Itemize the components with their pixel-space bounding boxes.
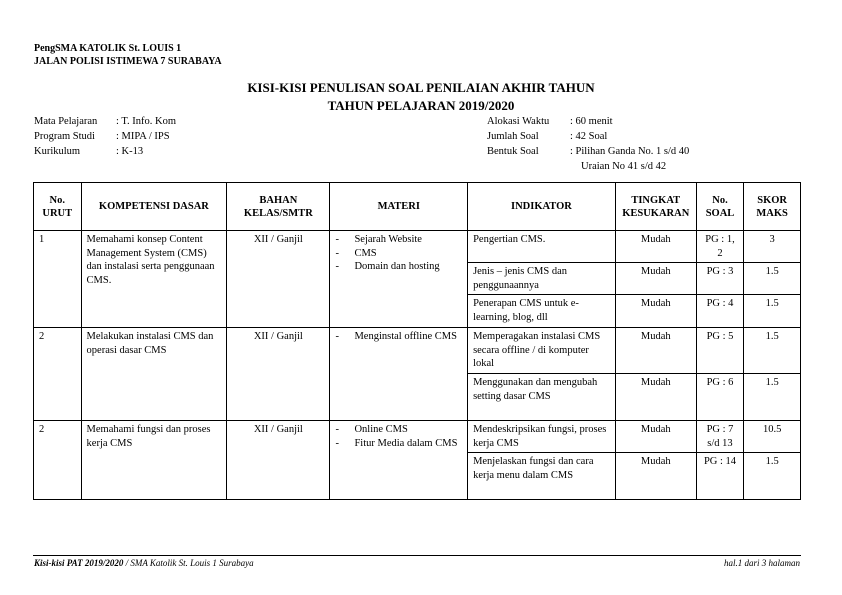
- footer-page-number: hal.1 dari 3 halaman: [723, 558, 800, 568]
- cell-indikator: Jenis – jenis CMS dan penggunaannya: [468, 263, 616, 295]
- cell-materi: [330, 328, 468, 421]
- cell-soal: PG : 3: [696, 263, 744, 295]
- cell-soal: PG : 7 s/d 13: [696, 421, 744, 453]
- col-header-tingkat: TINGKAT KESUKARAN: [615, 183, 696, 231]
- info-value: : T. Info. Kom: [116, 116, 176, 127]
- info-row: [487, 159, 689, 174]
- cell-indikator: Pengertian CMS.: [468, 231, 616, 263]
- cell-no: 1: [34, 231, 82, 328]
- info-label: Program Studi: [34, 131, 95, 142]
- materi-item: - Online CMS: [335, 423, 462, 437]
- info-row: [487, 129, 689, 144]
- cell-materi: [330, 421, 468, 500]
- cell-tingkat: Mudah: [615, 374, 696, 421]
- materi-list: [335, 423, 462, 450]
- cell-tingkat: Mudah: [615, 328, 696, 374]
- table-row: [34, 421, 801, 453]
- info-value: Uraian No 41 s/d 42: [581, 161, 667, 172]
- materi-item: - Sejarah Website: [335, 233, 462, 247]
- cell-tingkat: Mudah: [615, 295, 696, 328]
- materi-item: - Fitur Media dalam CMS: [335, 437, 462, 451]
- footer-doc-title: Kisi-kisi PAT 2019/2020: [34, 558, 124, 568]
- cell-no: 2: [34, 421, 82, 500]
- info-right: [487, 114, 689, 174]
- table-row: [34, 231, 801, 263]
- cell-kompetensi: Memahami fungsi dan proses kerja CMS: [81, 421, 227, 500]
- school-name: PengSMA KATOLIK St. LOUIS 1: [34, 43, 182, 54]
- info-label: Alokasi Waktu: [487, 116, 550, 127]
- footer-left: [34, 558, 254, 568]
- col-header-soal: No. SOAL: [696, 183, 744, 231]
- info-row: [34, 129, 176, 144]
- materi-item: - Domain dan hosting: [335, 260, 462, 274]
- materi-item: - CMS: [335, 247, 462, 261]
- cell-tingkat: Mudah: [615, 263, 696, 295]
- info-row: [34, 114, 176, 129]
- cell-skor: 1.5: [744, 453, 801, 500]
- cell-skor: 1.5: [744, 328, 801, 374]
- cell-indikator: Mendeskripsikan fungsi, proses kerja CMS: [468, 421, 616, 453]
- cell-tingkat: Mudah: [615, 421, 696, 453]
- cell-kompetensi: Melakukan instalasi CMS dan operasi dasar CMS: [81, 328, 227, 421]
- cell-tingkat: Mudah: [615, 231, 696, 263]
- cell-kompetensi: Memahami konsep Content Management System (CMS) dan instalasi serta penggunaan CMS.: [81, 231, 227, 328]
- info-left: [34, 114, 176, 159]
- info-label: Bentuk Soal: [487, 146, 539, 157]
- cell-soal: PG : 14: [696, 453, 744, 500]
- cell-soal: PG : 4: [696, 295, 744, 328]
- cell-soal: PG : 5: [696, 328, 744, 374]
- cell-bahan: XII / Ganjil: [227, 231, 330, 328]
- info-row: [34, 144, 176, 159]
- cell-bahan: XII / Ganjil: [227, 421, 330, 500]
- col-header-skor: SKOR MAKS: [744, 183, 801, 231]
- materi-list: [335, 330, 462, 344]
- col-header-materi: MATERI: [330, 183, 468, 231]
- school-address: JALAN POLISI ISTIMEWA 7 SURABAYA: [34, 56, 222, 67]
- cell-indikator: Memperagakan instalasi CMS secara offline / di komputer lokal: [468, 328, 616, 374]
- document-subtitle: TAHUN PELAJARAN 2019/2020: [327, 98, 515, 113]
- cell-skor: 3: [744, 231, 801, 263]
- table-header-row: [34, 183, 801, 231]
- cell-tingkat: Mudah: [615, 453, 696, 500]
- cell-soal: PG : 6: [696, 374, 744, 421]
- cell-skor: 1.5: [744, 374, 801, 421]
- materi-item: - Menginstal offline CMS: [335, 330, 462, 344]
- materi-list: [335, 233, 462, 274]
- cell-skor: 1.5: [744, 295, 801, 328]
- info-value: : 42 Soal: [570, 131, 608, 142]
- col-header-no: No. URUT: [34, 183, 82, 231]
- info-value: : MIPA / IPS: [116, 131, 170, 142]
- col-header-kompetensi: KOMPETENSI DASAR: [81, 183, 227, 231]
- col-header-bahan: BAHAN KELAS/SMTR: [227, 183, 330, 231]
- info-label: Jumlah Soal: [487, 131, 539, 142]
- info-label: Kurikulum: [34, 146, 81, 157]
- cell-skor: 1.5: [744, 263, 801, 295]
- cell-soal: PG : 1, 2: [696, 231, 744, 263]
- footer-divider: [33, 555, 801, 556]
- cell-skor: 10.5: [744, 421, 801, 453]
- info-value: : Pilihan Ganda No. 1 s/d 40: [570, 146, 690, 157]
- info-row: [487, 114, 689, 129]
- cell-indikator: Penerapan CMS untuk e-learning, blog, dll: [468, 295, 616, 328]
- cell-indikator: Menjelaskan fungsi dan cara kerja menu dalam CMS: [468, 453, 616, 500]
- cell-no: 2: [34, 328, 82, 421]
- cell-bahan: XII / Ganjil: [227, 328, 330, 421]
- kisi-table: [33, 182, 801, 500]
- info-value: : 60 menit: [570, 116, 613, 127]
- info-row: [487, 144, 689, 159]
- col-header-indikator: INDIKATOR: [468, 183, 616, 231]
- document-title: KISI-KISI PENULISAN SOAL PENILAIAN AKHIR TAHUN: [247, 80, 595, 95]
- cell-materi: [330, 231, 468, 328]
- school-header: [34, 42, 222, 68]
- table-row: [34, 328, 801, 374]
- cell-indikator: Menggunakan dan mengubah setting dasar CMS: [468, 374, 616, 421]
- info-label: Mata Pelajaran: [34, 116, 98, 127]
- footer-school: / SMA Katolik St. Louis 1 Surabaya: [123, 558, 254, 568]
- info-value: : K-13: [116, 146, 144, 157]
